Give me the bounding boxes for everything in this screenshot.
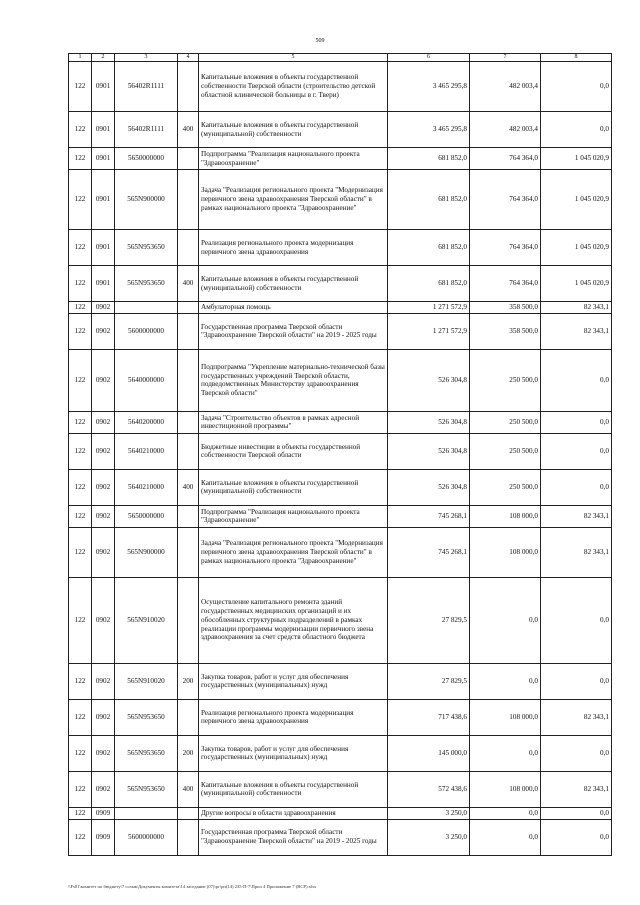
amount-2022-cell: 250 500,0: [470, 469, 541, 505]
target-article-cell: 565N953650: [115, 230, 178, 266]
description-cell: Капитальные вложения в объекты государственной (муниципальной) собственности: [199, 112, 388, 148]
admin-code-cell: 122: [69, 505, 92, 527]
table-row: [69, 819, 612, 855]
amount-2021-cell: 27 829,5: [388, 663, 470, 699]
expense-type-cell: [178, 349, 199, 411]
amount-2023-cell: 0,0: [541, 469, 612, 505]
amount-2021-cell: 526 304,8: [388, 411, 470, 433]
amount-2023-cell: 0,0: [541, 349, 612, 411]
amount-2023-cell: 82 343,1: [541, 505, 612, 527]
amount-2021-cell: 27 829,5: [388, 577, 470, 663]
description-cell: Подпрограмма "Реализация национального проекта "Здравоохранение": [199, 148, 388, 170]
amount-2021-cell: 1 271 572,9: [388, 313, 470, 349]
amount-2023-cell: 0,0: [541, 433, 612, 469]
expense-type-cell: [178, 411, 199, 433]
description-cell: Амбулаторная помощь: [199, 302, 388, 314]
expense-type-cell: 400: [178, 266, 199, 302]
section-code-cell: 0901: [92, 230, 115, 266]
amount-2021-cell: 1 271 572,9: [388, 302, 470, 314]
target-article-cell: 56402R1111: [115, 62, 178, 112]
amount-2022-cell: 482 003,4: [470, 112, 541, 148]
table-row: [69, 807, 612, 819]
description-cell: Подпрограмма "Укрепление материально-технической базы государственных учреждений Тверской области, подведомственных Министерству здравоохранения Тверской области": [199, 349, 388, 411]
section-code-cell: 0902: [92, 469, 115, 505]
admin-code-cell: 122: [69, 433, 92, 469]
target-article-cell: 5640000000: [115, 349, 178, 411]
amount-2021-cell: 3 250,0: [388, 807, 470, 819]
target-article-cell: 565N910020: [115, 577, 178, 663]
admin-code-cell: 122: [69, 313, 92, 349]
description-cell: Задача "Строительство объектов в рамках адресной инвестиционной программы": [199, 411, 388, 433]
table-row: [69, 433, 612, 469]
admin-code-cell: 122: [69, 302, 92, 314]
target-article-cell: 5640210000: [115, 469, 178, 505]
description-cell: Другие вопросы в области здравоохранения: [199, 807, 388, 819]
description-cell: Реализация регионального проекта модернизация первичного звена здравоохранения: [199, 230, 388, 266]
amount-2022-cell: 0,0: [470, 807, 541, 819]
expense-type-cell: [178, 505, 199, 527]
expense-type-cell: 400: [178, 112, 199, 148]
admin-code-cell: 122: [69, 112, 92, 148]
amount-2023-cell: 0,0: [541, 411, 612, 433]
target-article-cell: 565N953650: [115, 771, 178, 807]
column-number: 2: [92, 54, 115, 62]
amount-2023-cell: 82 343,1: [541, 313, 612, 349]
description-cell: Закупка товаров, работ и услуг для обеспечения государственных (муниципальных) нужд: [199, 735, 388, 771]
description-cell: Капитальные вложения в объекты государственной (муниципальной) собственности: [199, 771, 388, 807]
table-row: [69, 527, 612, 577]
table-row: [69, 266, 612, 302]
description-cell: Государственная программа Тверской области "Здравоохранение Тверской области" на 2019 - 2025 годы: [199, 819, 388, 855]
amount-2021-cell: 3 465 295,8: [388, 112, 470, 148]
admin-code-cell: 122: [69, 819, 92, 855]
table-row: [69, 349, 612, 411]
table-row: [69, 505, 612, 527]
amount-2021-cell: 526 304,8: [388, 349, 470, 411]
table-row: [69, 663, 612, 699]
amount-2021-cell: 745 268,1: [388, 527, 470, 577]
file-path-footer: \\Fs01\комитет по бюджету\7 созыв\Документы комитета\14 заседание (07)\рг\рп(14) 235-П-7\Прил 4 Приложение 7 (ВСР).xlsx: [68, 884, 317, 889]
column-number: 7: [470, 54, 541, 62]
amount-2023-cell: 1 045 020,9: [541, 266, 612, 302]
amount-2022-cell: 108 000,0: [470, 771, 541, 807]
amount-2022-cell: 764 364,0: [470, 266, 541, 302]
expense-type-cell: [178, 62, 199, 112]
table-row: [69, 313, 612, 349]
table-row: [69, 302, 612, 314]
column-number: 4: [178, 54, 199, 62]
target-article-cell: 5640210000: [115, 433, 178, 469]
description-cell: Государственная программа Тверской области "Здравоохранение Тверской области" на 2019 - 2025 годы: [199, 313, 388, 349]
column-number: 6: [388, 54, 470, 62]
amount-2023-cell: 82 343,1: [541, 302, 612, 314]
expense-type-cell: [178, 819, 199, 855]
expense-type-cell: [178, 577, 199, 663]
target-article-cell: 565N900000: [115, 170, 178, 230]
column-number: 3: [115, 54, 178, 62]
amount-2022-cell: 250 500,0: [470, 433, 541, 469]
expense-type-cell: [178, 527, 199, 577]
table-row: [69, 170, 612, 230]
admin-code-cell: 122: [69, 699, 92, 735]
table-row: [69, 735, 612, 771]
target-article-cell: [115, 302, 178, 314]
amount-2023-cell: 0,0: [541, 735, 612, 771]
amount-2022-cell: 108 000,0: [470, 699, 541, 735]
description-cell: Осуществление капитального ремонта зданий государственных медицинских организаций и их обособленных структурных подразделений в рамках реализации программы модернизации первичного звена здравоохранения за счет средств областного бюджета: [199, 577, 388, 663]
section-code-cell: 0902: [92, 699, 115, 735]
amount-2023-cell: 0,0: [541, 807, 612, 819]
section-code-cell: 0902: [92, 433, 115, 469]
page-number: 509: [315, 38, 325, 44]
admin-code-cell: 122: [69, 349, 92, 411]
expense-type-cell: 200: [178, 663, 199, 699]
table-row: [69, 577, 612, 663]
section-code-cell: 0909: [92, 807, 115, 819]
admin-code-cell: 122: [69, 230, 92, 266]
target-article-cell: 5600000000: [115, 313, 178, 349]
expense-type-cell: [178, 230, 199, 266]
amount-2021-cell: 717 438,6: [388, 699, 470, 735]
amount-2022-cell: 358 500,0: [470, 302, 541, 314]
section-code-cell: 0902: [92, 771, 115, 807]
section-code-cell: 0902: [92, 663, 115, 699]
amount-2022-cell: 764 364,0: [470, 230, 541, 266]
amount-2022-cell: 0,0: [470, 663, 541, 699]
admin-code-cell: 122: [69, 771, 92, 807]
table-row: [69, 771, 612, 807]
amount-2022-cell: 482 003,4: [470, 62, 541, 112]
admin-code-cell: 122: [69, 735, 92, 771]
amount-2023-cell: 0,0: [541, 112, 612, 148]
amount-2022-cell: 0,0: [470, 735, 541, 771]
target-article-cell: 56402R1111: [115, 112, 178, 148]
expense-type-cell: 200: [178, 735, 199, 771]
target-article-cell: 565N953650: [115, 266, 178, 302]
admin-code-cell: 122: [69, 411, 92, 433]
amount-2021-cell: 745 268,1: [388, 505, 470, 527]
expense-type-cell: [178, 148, 199, 170]
admin-code-cell: 122: [69, 148, 92, 170]
amount-2023-cell: 0,0: [541, 819, 612, 855]
amount-2022-cell: 0,0: [470, 819, 541, 855]
table-row: [69, 62, 612, 112]
amount-2021-cell: 3 250,0: [388, 819, 470, 855]
section-code-cell: 0902: [92, 505, 115, 527]
table-row: [69, 230, 612, 266]
admin-code-cell: 122: [69, 170, 92, 230]
admin-code-cell: 122: [69, 266, 92, 302]
target-article-cell: 565N953650: [115, 699, 178, 735]
amount-2023-cell: 82 343,1: [541, 699, 612, 735]
description-cell: Задача "Реализация регионального проекта "Модернизация первичного звена здравоохранения Тверской области" в рамках национального проекта "Здравоохранение": [199, 170, 388, 230]
amount-2022-cell: 250 500,0: [470, 411, 541, 433]
amount-2023-cell: 1 045 020,9: [541, 170, 612, 230]
expense-type-cell: [178, 313, 199, 349]
admin-code-cell: 122: [69, 807, 92, 819]
section-code-cell: 0902: [92, 411, 115, 433]
section-code-cell: 0902: [92, 735, 115, 771]
amount-2022-cell: 764 364,0: [470, 148, 541, 170]
description-cell: Капитальные вложения в объекты государственной (муниципальной) собственности: [199, 469, 388, 505]
target-article-cell: 5650000000: [115, 148, 178, 170]
expense-type-cell: [178, 433, 199, 469]
description-cell: Подпрограмма "Реализация национального проекта "Здравоохранение": [199, 505, 388, 527]
amount-2021-cell: 681 852,0: [388, 230, 470, 266]
expense-type-cell: [178, 302, 199, 314]
expense-type-cell: [178, 170, 199, 230]
amount-2023-cell: 0,0: [541, 577, 612, 663]
description-cell: Задача "Реализация регионального проекта "Модернизация первичного звена здравоохранения Тверской области" в рамках национального проекта "Здравоохранение": [199, 527, 388, 577]
expense-type-cell: [178, 699, 199, 735]
admin-code-cell: 122: [69, 62, 92, 112]
amount-2023-cell: 0,0: [541, 62, 612, 112]
amount-2021-cell: 526 304,8: [388, 433, 470, 469]
expense-type-cell: 400: [178, 469, 199, 505]
section-code-cell: 0901: [92, 170, 115, 230]
admin-code-cell: 122: [69, 527, 92, 577]
amount-2023-cell: 1 045 020,9: [541, 230, 612, 266]
target-article-cell: 5600000000: [115, 819, 178, 855]
column-number: 8: [541, 54, 612, 62]
target-article-cell: 5650000000: [115, 505, 178, 527]
target-article-cell: 565N900000: [115, 527, 178, 577]
budget-table: [68, 53, 612, 856]
amount-2022-cell: 358 500,0: [470, 313, 541, 349]
expense-type-cell: [178, 807, 199, 819]
section-code-cell: 0909: [92, 819, 115, 855]
amount-2021-cell: 681 852,0: [388, 148, 470, 170]
description-cell: Капитальные вложения в объекты государственной собственности Тверской области (строительство детской областной клинической больницы в г. Твери): [199, 62, 388, 112]
table-row: [69, 112, 612, 148]
section-code-cell: 0901: [92, 148, 115, 170]
amount-2021-cell: 3 465 295,8: [388, 62, 470, 112]
section-code-cell: 0902: [92, 527, 115, 577]
column-number: 1: [69, 54, 92, 62]
description-cell: Реализация регионального проекта модернизация первичного звена здравоохранения: [199, 699, 388, 735]
amount-2023-cell: 1 045 020,9: [541, 148, 612, 170]
column-number: 5: [199, 54, 388, 62]
target-article-cell: 5640200000: [115, 411, 178, 433]
section-code-cell: 0902: [92, 349, 115, 411]
table-row: [69, 469, 612, 505]
target-article-cell: [115, 807, 178, 819]
table-row: [69, 411, 612, 433]
description-cell: Бюджетные инвестиции в объекты государственной собственности Тверской области: [199, 433, 388, 469]
admin-code-cell: 122: [69, 577, 92, 663]
amount-2022-cell: 0,0: [470, 577, 541, 663]
section-code-cell: 0901: [92, 112, 115, 148]
amount-2022-cell: 250 500,0: [470, 349, 541, 411]
amount-2021-cell: 681 852,0: [388, 170, 470, 230]
table-row: [69, 699, 612, 735]
amount-2023-cell: 0,0: [541, 663, 612, 699]
admin-code-cell: 122: [69, 469, 92, 505]
section-code-cell: 0901: [92, 62, 115, 112]
amount-2022-cell: 108 000,0: [470, 505, 541, 527]
description-cell: Закупка товаров, работ и услуг для обеспечения государственных (муниципальных) нужд: [199, 663, 388, 699]
admin-code-cell: 122: [69, 663, 92, 699]
amount-2021-cell: 572 438,6: [388, 771, 470, 807]
table-row: [69, 148, 612, 170]
column-number-row: [69, 54, 612, 62]
target-article-cell: 565N910020: [115, 663, 178, 699]
section-code-cell: 0902: [92, 313, 115, 349]
amount-2021-cell: 526 304,8: [388, 469, 470, 505]
amount-2023-cell: 82 343,1: [541, 771, 612, 807]
section-code-cell: 0901: [92, 266, 115, 302]
amount-2021-cell: 145 000,0: [388, 735, 470, 771]
target-article-cell: 565N953650: [115, 735, 178, 771]
amount-2022-cell: 764 364,0: [470, 170, 541, 230]
amount-2023-cell: 82 343,1: [541, 527, 612, 577]
expense-type-cell: 400: [178, 771, 199, 807]
amount-2021-cell: 681 852,0: [388, 266, 470, 302]
description-cell: Капитальные вложения в объекты государственной (муниципальной) собственности: [199, 266, 388, 302]
amount-2022-cell: 108 000,0: [470, 527, 541, 577]
section-code-cell: 0902: [92, 302, 115, 314]
section-code-cell: 0902: [92, 577, 115, 663]
